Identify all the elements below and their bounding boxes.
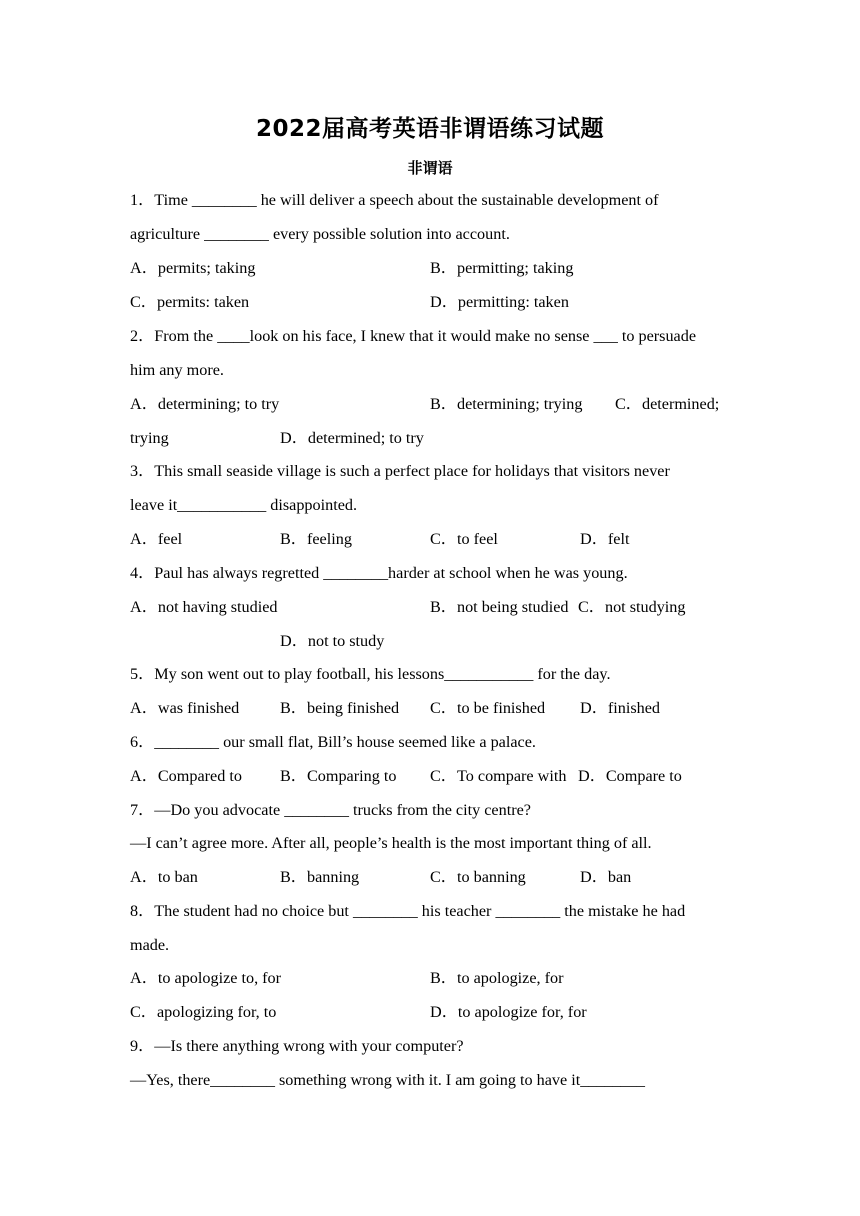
question-2-stem-line-2: him any more.	[130, 361, 224, 379]
question-4-stem-line-1: 4．Paul has always regretted ________harder at school when he was young.	[130, 564, 628, 582]
question-8-option-b: B．to apologize, for	[430, 969, 564, 987]
question-9-stem-line-1: 9．—Is there anything wrong with your computer?	[130, 1037, 464, 1055]
question-7-option-a: A．to ban	[130, 868, 198, 886]
question-5-option-c: C．to be finished	[430, 699, 546, 717]
question-7-stem-line-2: —I can’t agree more. After all, people’s health is the most important thing of all.	[130, 834, 652, 852]
question-7-stem-line-1: 7．—Do you advocate ________ trucks from the city centre?	[130, 801, 531, 819]
question-2-option-d: D．determined; to try	[280, 429, 424, 447]
question-8-stem-line-2: made.	[130, 936, 170, 954]
question-8-option-c: C．apologizing for, to	[130, 1003, 277, 1021]
question-2-option-b: B．determining; trying	[430, 395, 583, 413]
question-6-option-d: D．Compare to	[578, 767, 682, 785]
question-5-option-b: B．being finished	[280, 699, 400, 717]
question-7-option-d: D．ban	[580, 868, 632, 886]
question-3-option-a: A．feel	[130, 530, 183, 548]
question-6-option-c: C．To compare with	[430, 767, 567, 785]
question-3-stem-line-2: leave it___________ disappointed.	[130, 496, 358, 514]
question-6-option-a: A．Compared to	[130, 767, 242, 785]
question-8-option-a: A．to apologize to, for	[130, 969, 282, 987]
question-8-option-d: D．to apologize for, for	[430, 1003, 587, 1021]
question-4-option-b: B．not being studied	[430, 598, 569, 616]
question-2-stem-line-1: 2．From the ____look on his face, I knew that it would make no sense ___ to persuade	[130, 327, 697, 345]
question-1-option-c: C．permits: taken	[130, 293, 250, 311]
question-1-stem-line-2: agriculture ________ every possible solution into account.	[130, 225, 510, 243]
question-6-option-b: B．Comparing to	[280, 767, 397, 785]
question-5-option-d: D．finished	[580, 699, 661, 717]
question-4-option-d: D．not to study	[280, 632, 385, 650]
question-3-stem-line-1: 3．This small seaside village is such a perfect place for holidays that visitors never	[130, 462, 670, 480]
question-1-option-d: D．permitting: taken	[430, 293, 569, 311]
question-7-option-c: C．to banning	[430, 868, 526, 886]
question-3-option-d: D．felt	[580, 530, 630, 548]
question-2-option-c: C．determined;	[615, 395, 720, 413]
section-heading: 非谓语	[407, 159, 453, 177]
question-1-option-b: B．permitting; taking	[430, 259, 574, 277]
question-2-option-a: A．determining; to try	[130, 395, 280, 413]
question-3-option-b: B．feeling	[280, 530, 352, 548]
question-1-stem-line-1: 1．Time ________ he will deliver a speech about the sustainable development of	[130, 191, 659, 209]
question-3-option-c: C．to feel	[430, 530, 498, 548]
question-8-stem-line-1: 8．The student had no choice but ________ his teacher ________ the mistake he had	[130, 902, 686, 920]
question-6-stem-line-1: 6．________ our small flat, Bill’s house seemed like a palace.	[130, 733, 536, 751]
question-1-option-a: A．permits; taking	[130, 259, 256, 277]
question-4-option-a: A．not having studied	[130, 598, 278, 616]
document-title: 2022届高考英语非谓语练习试题	[255, 116, 604, 142]
question-2-option-c-continued: trying	[130, 429, 169, 447]
question-5-stem-line-1: 5．My son went out to play football, his lessons___________ for the day.	[130, 665, 611, 683]
question-9-stem-line-2: —Yes, there________ something wrong with it. I am going to have it________	[130, 1071, 645, 1089]
question-5-option-a: A．was finished	[130, 699, 240, 717]
question-7-option-b: B．banning	[280, 868, 360, 886]
question-4-option-c: C．not studying	[578, 598, 686, 616]
